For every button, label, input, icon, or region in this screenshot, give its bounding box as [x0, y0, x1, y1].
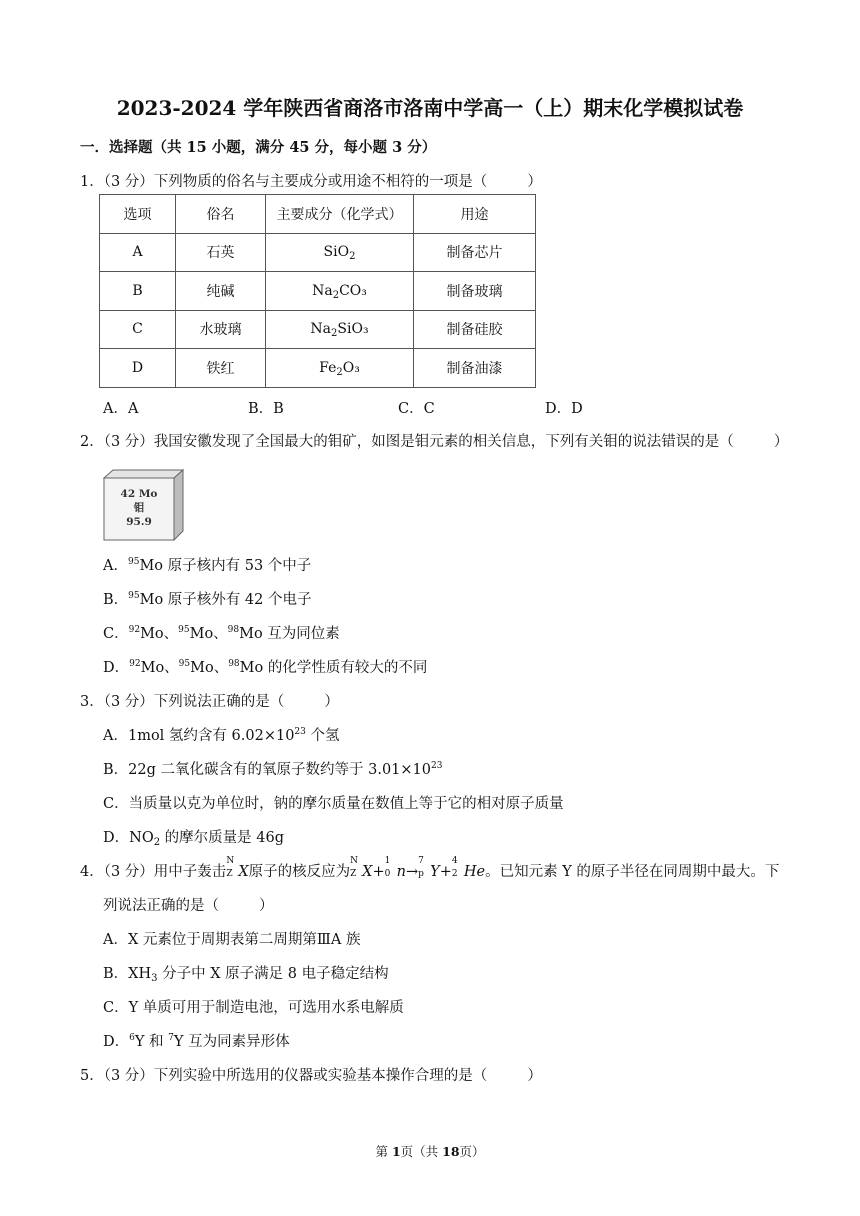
molybdenum-element-cube: [103, 469, 185, 545]
table-cell: A: [100, 233, 176, 272]
q1-choice-a: A．A: [103, 401, 139, 417]
cube-symbol: 42 Mo: [120, 488, 158, 500]
table-cell: 制备油漆: [414, 349, 536, 388]
q1-choice-c: C．C: [398, 401, 435, 417]
table-cell: 制备芯片: [414, 233, 536, 272]
cube-name: 钼: [133, 502, 145, 514]
section-heading: 一．选择题（共 15 小题，满分 45 分，每小题 3 分）: [80, 139, 437, 156]
table-row: [100, 233, 536, 272]
table-header-cell: 主要成分（化学式）: [266, 195, 414, 234]
page-title: 2023-2024 学年陕西省商洛市洛南中学高一（上）期末化学模拟试卷: [116, 96, 744, 120]
table-cell: 制备玻璃: [414, 272, 536, 311]
total-pages: 18: [442, 1144, 460, 1159]
table-header-cell: 选项: [100, 195, 176, 234]
q4-option-b: B．$XH_3$ 分子中 X 原子满足 8 电子稳定结构: [103, 966, 389, 984]
table-cell: 制备硅胶: [414, 310, 536, 349]
question-1-table: [99, 194, 536, 388]
page-footer: 第 1页（共 18页）: [375, 1144, 485, 1159]
table-cell: B: [100, 272, 176, 311]
question-4-stem-line2: 列说法正确的是（ ）: [103, 898, 274, 914]
table-cell: 石英: [176, 233, 266, 272]
page-number: 1: [391, 1144, 401, 1159]
q1-choice-b: B．B: [248, 401, 284, 417]
question-5-stem: 5．（3 分）下列实验中所选用的仪器或实验基本操作合理的是（ ）: [80, 1068, 542, 1084]
table-row: [100, 272, 536, 311]
q4-option-d: D．$^6$Y 和 $^7$Y 互为同素异形体: [103, 1033, 290, 1050]
table-header-cell: 用途: [414, 195, 536, 234]
table-cell: $Fe_2O_3$: [266, 349, 414, 388]
table-cell: $Na_2SiO_3$: [266, 310, 414, 349]
table-cell: D: [100, 349, 176, 388]
q3-option-c: C．当质量以克为单位时，钠的摩尔质量在数值上等于它的相对原子质量: [103, 796, 564, 812]
question-4-stem: 4．（3 分）用中子轰击 N Z X原子的核反应为 N Z X+ 1 0 n→ 7 p Y+ 4 2 He。已知元素 Y 的原子半径在同周期中最大。下: [80, 856, 780, 880]
question-3-stem: 3．（3 分）下列说法正确的是（ ）: [80, 694, 339, 710]
table-cell: 纯碱: [176, 272, 266, 311]
q1-choice-d: D．D: [545, 401, 583, 417]
table-cell: C: [100, 310, 176, 349]
table-row: [100, 349, 536, 388]
q3-option-d: D．$NO_2$ 的摩尔质量是 46g: [103, 830, 285, 848]
q3-option-b: B．22g 二氧化碳含有的氧原子数约等于 $3.01\times 10^{23}$: [103, 761, 443, 778]
nuclear-equation: N Z X+ 1 0 n→ 7 p Y+ 4 2 He: [350, 856, 486, 880]
q4-option-a: A．X 元素位于周期表第二周期第ⅢA 族: [103, 932, 361, 948]
table-cell: SiO$_2$: [266, 233, 414, 272]
table-header-cell: 俗名: [176, 195, 266, 234]
q2-option-d: D．$^{92}$Mo、$^{95}$Mo、$^{98}$Mo 的化学性质有较大的不同: [103, 659, 428, 676]
table-cell: 铁红: [176, 349, 266, 388]
table-cell: $Na_2CO_3$: [266, 272, 414, 311]
nuclide-x: N Z X: [226, 856, 249, 880]
table-header-row: [100, 195, 536, 234]
question-2-stem: 2．（3 分）我国安徽发现了全国最大的钼矿，如图是钼元素的相关信息，下列有关钼的说法错误的是（ ）: [80, 434, 789, 450]
q2-option-a: A．$^{95}$Mo 原子核内有 53 个中子: [103, 557, 312, 574]
q2-option-b: B．$^{95}$Mo 原子核外有 42 个电子: [103, 591, 312, 608]
cube-mass: 95.9: [126, 516, 152, 528]
table-cell: 水玻璃: [176, 310, 266, 349]
q4-option-c: C．Y 单质可用于制造电池，可选用水系电解质: [103, 1000, 404, 1016]
q2-option-c: C．$^{92}$Mo、$^{95}$Mo、$^{98}$Mo 互为同位素: [103, 625, 340, 642]
q3-option-a: A．1mol 氢约含有 $6.02\times 10^{23}$ 个氢: [103, 727, 340, 744]
table-row: [100, 310, 536, 349]
question-1-stem: 1．（3 分）下列物质的俗名与主要成分或用途不相符的一项是（ ）: [80, 174, 542, 190]
